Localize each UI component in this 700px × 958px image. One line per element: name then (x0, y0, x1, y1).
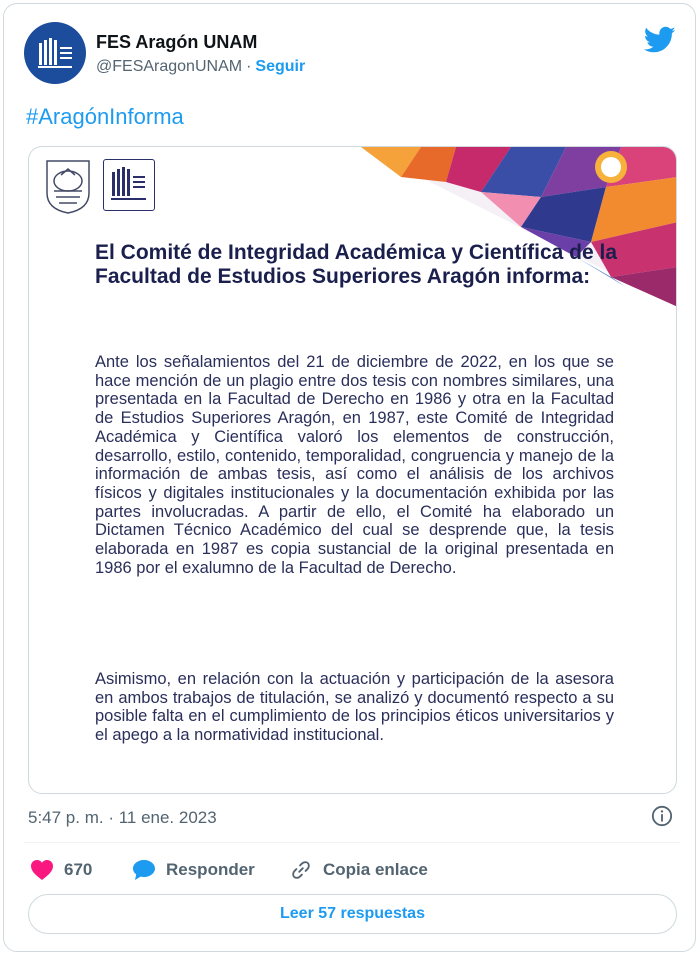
author-handle[interactable]: @FESAragonUNAM (96, 58, 243, 75)
author-avatar[interactable] (24, 22, 86, 84)
follow-button[interactable]: Seguir (255, 58, 306, 75)
document-paragraph: Ante los señalamientos del 21 de diciembre de 2022, en los que se hace mención de un plagio entre dos tesis con nombres similares, una presentada en la Facultad de Derecho en 1986 y otra en la Facultad de Estudios Superiores Aragón, en 1987, este Comité de Integridad Académica y Científica valoró los elementos de construcción, desarrollo, estilo, contenido, temporalidad, congruencia y manejo de la información de ambas tesis, así como el análisis de los archivos físicos y digitales institucionales y la documentación exhibida por las partes involucradas. A partir de ello, el Comité ha elaborado un Dictamen Técnico Académico del cual se desprende que, la tesis elaborada en 1987 es copia sustancial de la original presentada en 1986 por el exalumno de la Facultad de Derecho. (95, 353, 614, 577)
fes-aragon-logo (103, 159, 155, 211)
hashtag-link[interactable]: #AragónInforma (26, 104, 184, 129)
tweet-image[interactable] (28, 146, 677, 794)
copy-link-button[interactable] (289, 859, 428, 881)
author-handle-line (96, 58, 305, 76)
speech-bubble-icon (132, 859, 156, 881)
read-replies-button[interactable]: Leer 57 respuestas (28, 894, 677, 934)
link-icon (289, 859, 313, 881)
info-icon[interactable] (651, 805, 673, 827)
like-button[interactable] (30, 859, 92, 881)
reply-button[interactable] (132, 859, 255, 881)
handle-separator: · (246, 58, 252, 75)
copy-link-label: Copia enlace (323, 860, 428, 879)
unam-seal-icon (43, 157, 93, 215)
tweet-card (3, 3, 696, 952)
fes-building-icon (104, 160, 153, 209)
document-paragraph: Asimismo, en relación con la actuación y participación de la asesora en ambos trabajos de titulación, se analizó y documentó respecto a su posible falta en el cumplimiento de los principios éticos universitarios y el apego a la normatividad institucional. (95, 670, 614, 745)
document-heading: El Comité de Integridad Académica y Científica de la Facultad de Estudios Superiores Aragón informa: (95, 241, 618, 288)
twitter-bird-icon[interactable] (644, 26, 676, 54)
author-name[interactable]: FES Aragón UNAM (96, 32, 258, 52)
fes-logo-icon (35, 35, 75, 71)
like-count: 670 (64, 860, 93, 879)
heart-icon (30, 859, 54, 881)
tweet-timestamp[interactable]: 5:47 p. m. · 11 ene. 2023 (28, 808, 217, 827)
divider (24, 842, 680, 843)
reply-label: Responder (166, 860, 255, 879)
